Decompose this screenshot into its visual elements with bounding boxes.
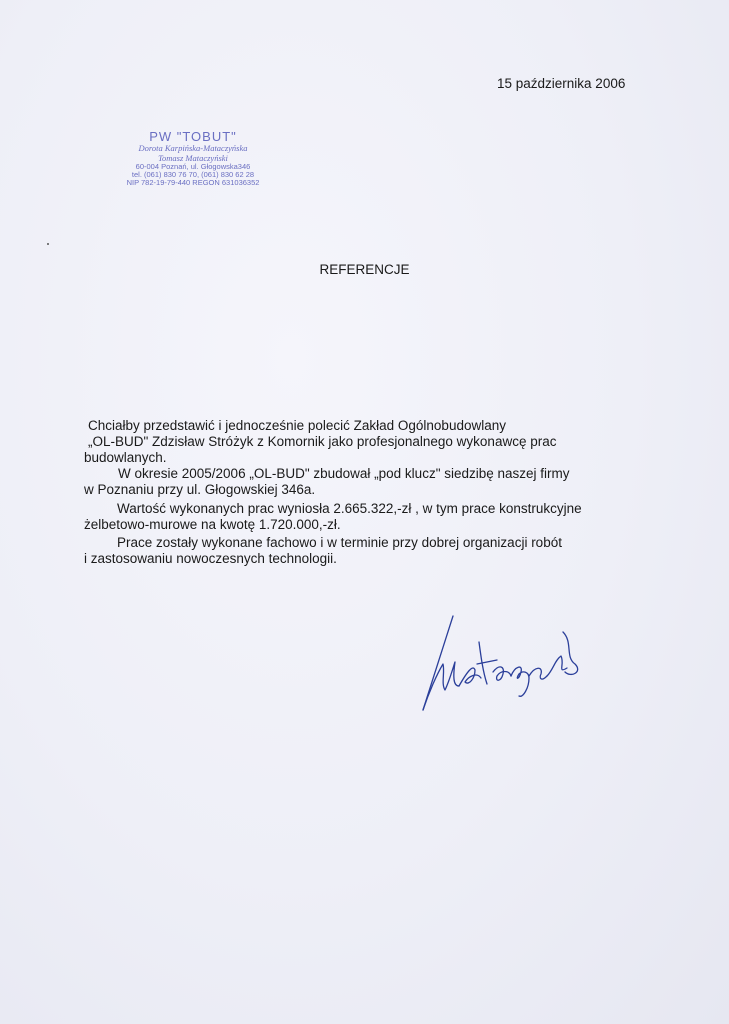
handwritten-signature — [415, 612, 585, 717]
body-line-2: „OL-BUD" Zdzisław Stróżyk z Komornik jako profesjonalnego wykonawcę prac — [88, 434, 557, 449]
body-line-1: Chciałby przedstawić i jednocześnie polecić Zakład Ogólnobudowlany — [88, 418, 506, 433]
letter-date: 15 października 2006 — [497, 76, 626, 91]
stamp-owner-1: Dorota Karpińska-Mataczyńska — [138, 143, 248, 154]
company-stamp — [108, 130, 278, 188]
stamp-address: 60-004 Poznań, ul. Głogowska346 — [135, 161, 251, 171]
stamp-phone: tel. (061) 830 76 70, (061) 830 62 28 — [131, 170, 255, 180]
body-line-5: w Poznaniu przy ul. Głogowskiej 346a. — [84, 482, 316, 497]
body-line-8: Prace zostały wykonane fachowo i w terminie przy dobrej organizacji robót — [117, 535, 562, 550]
body-line-7: żelbetowo-murowe na kwotę 1.720.000,-zł. — [84, 517, 341, 532]
stamp-ids: NIP 782-19-79-440 REGON 631036352 — [126, 178, 260, 188]
stamp-owner-2: Tomasz Mataczyński — [158, 152, 228, 163]
body-line-3: budowlanych. — [84, 450, 167, 465]
body-line-9: i zastosowaniu nowoczesnych technologii. — [84, 551, 337, 566]
scan-speck — [47, 243, 49, 245]
stamp-company-name: PW "TOBUT" — [149, 129, 237, 144]
body-line-4: W okresie 2005/2006 „OL-BUD" zbudował „pod klucz" siedzibę naszej firmy — [118, 466, 570, 481]
letter-title: REFERENCJE — [319, 262, 410, 277]
body-line-6: Wartość wykonanych prac wyniosła 2.665.322,-zł , w tym prace konstrukcyjne — [117, 501, 582, 516]
